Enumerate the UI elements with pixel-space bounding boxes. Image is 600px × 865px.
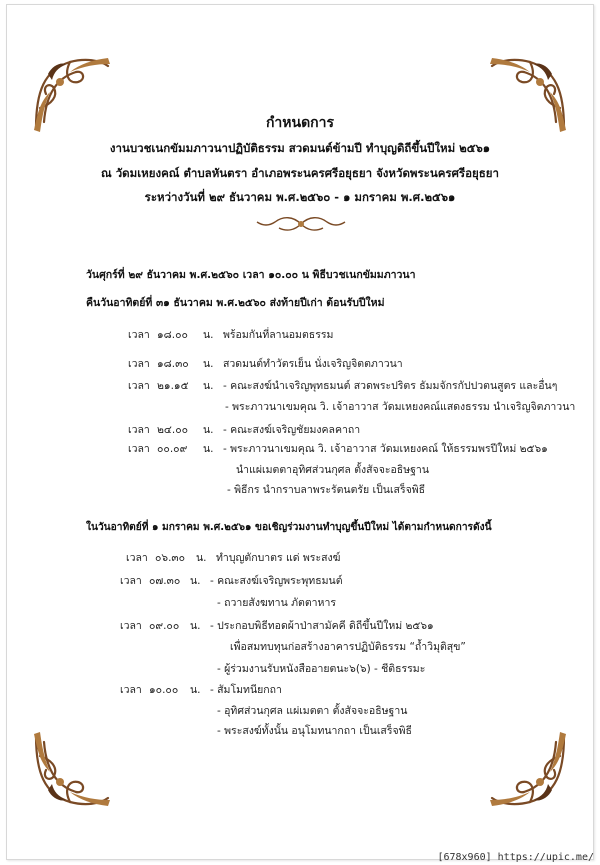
schedule-time: ๐๙.๐๐ (149, 620, 180, 632)
schedule-item: - พระสงฆ์ทั้งนั้น อนุโมทนากถา เป็นเสร็จพิธี (217, 725, 412, 737)
time-unit: น. (190, 684, 201, 696)
schedule-time: ๒๔.๐๐ (157, 424, 189, 436)
schedule-item: - คณะสงฆ์เจริญพระพุทธมนต์ (210, 575, 343, 587)
divider-ornament-icon (255, 214, 347, 234)
schedule-item: - พระภาวนาเขมคุณ วิ. เจ้าอาวาส วัดมเหยงคณ์แสดงธรรม นำเจริญจิตภาวนา (225, 401, 576, 413)
schedule-item: - พระภาวนาเขมคุณ วิ. เจ้าอาวาส วัดมเหยงคณ์ ให้ธรรมพรปีใหม่ ๒๕๖๑ (223, 443, 548, 455)
schedule-item: - สัมโมทนียกถา (210, 684, 282, 696)
schedule-item: สวดมนต์ทำวัตรเย็น นั่งเจริญจิตตภาวนา (223, 358, 403, 370)
schedule-time: ๐๖.๓๐ (155, 552, 185, 564)
time-label: เวลา (128, 443, 150, 455)
time-label: เวลา (120, 620, 142, 632)
schedule-item: ทำบุญตักบาตร แด่ พระสงฆ์ (216, 552, 341, 564)
schedule-item: - ถวายสังฆทาน ภัตตาหาร (217, 597, 337, 609)
time-label: เวลา (128, 380, 150, 392)
header-line-location: ณ วัดมเหยงคณ์ ตำบลหันตรา อำเภอพระนครศรีอยุธยา จังหวัดพระนครศรีอยุธยา (101, 166, 499, 180)
schedule-item: - อุทิศส่วนกุศล แผ่เมตตา ตั้งสัจจะอธิษฐาน (217, 705, 408, 717)
schedule-time: ๑๘.๐๐ (157, 329, 188, 341)
time-unit: น. (203, 380, 214, 392)
header-line-event: งานบวชเนกขัมมภาวนาปฏิบัติธรรม สวดมนต์ข้ามปี ทำบุญดิถีขึ้นปีใหม่ ๒๕๖๑ (109, 141, 491, 155)
page-title: กำหนดการ (265, 115, 335, 131)
corner-ornament-icon (488, 730, 570, 812)
header-line-dates: ระหว่างวันที่ ๒๙ ธันวาคม พ.ศ.๒๕๖๐ - ๑ มกราคม พ.ศ.๒๕๖๑ (144, 190, 456, 204)
schedule-time: ๒๑.๑๕ (157, 380, 189, 392)
schedule-item: - คณะสงฆ์เจริญชัยมงคลคาถา (223, 424, 361, 436)
time-unit: น. (203, 443, 214, 455)
schedule-item: นำแผ่เมตตาอุทิศส่วนกุศล ตั้งสัจจะอธิษฐาน (236, 464, 430, 476)
time-unit: น. (203, 329, 214, 341)
time-unit: น. (190, 575, 201, 587)
corner-ornament-icon (30, 730, 112, 812)
schedule-item: เพื่อสมทบทุนก่อสร้างอาคารปฏิบัติธรรม “ถ้ำวิมุติสุข” (230, 641, 466, 653)
time-unit: น. (196, 552, 207, 564)
schedule-time: ๐๐.๐๙ (157, 443, 188, 455)
time-label: เวลา (126, 552, 148, 564)
schedule-item: พร้อมกันที่ลานอมตธรรม (223, 329, 334, 341)
schedule-item: - คณะสงฆ์นำเจริญพุทธมนต์ สวดพระปริตร ธัมมจักรกัปปวตนสูตร และอื่นๆ (223, 380, 558, 392)
time-label: เวลา (120, 684, 142, 696)
time-label: เวลา (128, 424, 150, 436)
schedule-time: ๑๐.๐๐ (149, 684, 179, 696)
section2-day-heading: ในวันอาทิตย์ที่ ๑ มกราคม พ.ศ.๒๕๖๑ ขอเชิญร่วมงานทำบุญขึ้นปีใหม่ ได้ตามกำหนดการดังนี้ (86, 522, 492, 533)
time-unit: น. (190, 620, 201, 632)
section1-day1-heading: วันศุกร์ที่ ๒๙ ธันวาคม พ.ศ.๒๕๖๐ เวลา ๑๐.๐๐ น พิธีบวชเนกขัมมภาวนา (86, 269, 416, 281)
time-label: เวลา (120, 575, 142, 587)
section1-day2-heading: คืนวันอาทิตย์ที่ ๓๑ ธันวาคม พ.ศ.๒๕๖๐ ส่งท้ายปีเก่า ต้อนรับปีใหม่ (86, 297, 385, 309)
schedule-item: - พิธีกร นำกราบลาพระรัตนตรัย เป็นเสร็จพิธี (227, 484, 426, 496)
time-unit: น. (203, 424, 214, 436)
schedule-item: - ประกอบพิธีทอดผ้าป่าสามัคคี ดิถีขึ้นปีใหม่ ๒๕๖๑ (210, 620, 434, 632)
image-watermark: [678x960] https://upic.me/ (437, 852, 594, 863)
time-label: เวลา (128, 358, 150, 370)
time-label: เวลา (128, 329, 150, 341)
schedule-time: ๑๘.๓๐ (157, 358, 189, 370)
time-unit: น. (203, 358, 214, 370)
schedule-time: ๐๗.๓๐ (149, 575, 181, 587)
schedule-item: - ผู้ร่วมงานรับหนังสืออายตนะ๖(๖) - ชีติธรรมะ (217, 663, 426, 675)
